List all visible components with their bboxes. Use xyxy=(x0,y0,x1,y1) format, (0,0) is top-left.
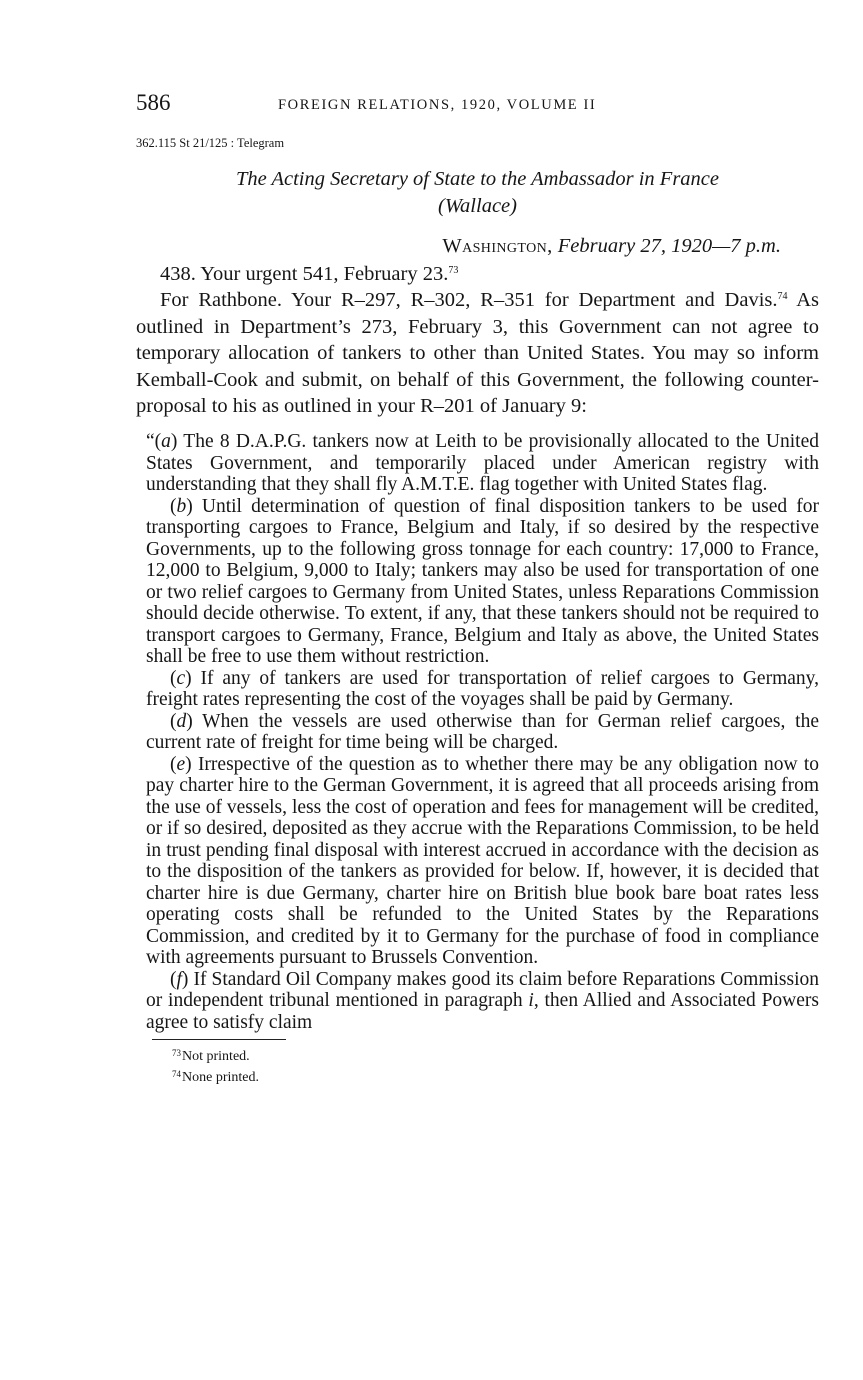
proposal-item-e: (e) Irrespective of the question as to whether there may be any obligation now to pay charter hire to the German Government, it is agreed that all proceeds arising from the use of vessels, less the cost of operation and fees for management will be credited, or if so desired, deposited as they accrue with the Reparations Commission, to be held in trust pending final disposal with interest accrued in accordance with the decision as to the disposition of the tankers as provided for below. If, however, it is decided that charter hire is due Germany, charter hire on British blue book bare boat rates less operating costs shall be refunded to the United States by the Reparations Commission, and credited by it to Germany for the purchase of food in compliance with agreements pursuant to Brussels Convention. xyxy=(146,753,819,969)
proposal-item-b: (b) Until determination of question of final disposition tankers to be used for transporting cargoes to France, Belgium and Italy, if so desired by the respective Governments, up to the following gross tonnage for each country: 17,000 to France, 12,000 to Belgium, 9,000 to Italy; tankers may also be used for transportation of one or two relief cargoes to Germany from United States, unless Reparations Commission should decide otherwise. To extent, if any, that these tankers should not be required to transport cargoes to Germany, France, Belgium and Italy as above, the United States shall be free to use them without restriction. xyxy=(146,495,819,668)
proposal-item-d: (d) When the vessels are used otherwise than for German relief cargoes, the current rate of freight for time being will be charged. xyxy=(146,710,819,754)
footnotes xyxy=(172,1045,819,1086)
item-letter: f xyxy=(176,968,182,990)
paragraph-rathbone xyxy=(136,287,819,419)
quote-open: “( xyxy=(146,431,162,453)
footnote-divider xyxy=(152,1039,286,1040)
item-letter: d xyxy=(176,710,187,732)
footnote-74 xyxy=(172,1066,819,1087)
item-text: , then Allied and Associated Powers agree to satisfy claim xyxy=(146,990,819,1033)
item-letter: c xyxy=(176,667,186,689)
item-text: ) Irrespective of the question as to whether there may be any obligation now to pay charter hire to the German Government, it is agreed that all proceeds arising from the use of vessels, less the cost of operation and fees for management will be credited, or if so desired, deposited as they accrue with the Reparations Commission, to be held in trust pending final disposal with interest accrued in accordance with the decision as to the disposition of the tankers as provided for below. If, however, it is decided that charter hire is due Germany, charter hire on British blue book bare boat rates less operating costs shall be refunded to the United States by the Reparations Commission, and credited by it to Germany for the purchase of food in compliance with agreements pursuant to Brussels Convention. xyxy=(146,753,819,969)
counter-proposal xyxy=(136,431,819,1033)
telegram-body xyxy=(136,261,819,419)
item-letter: a xyxy=(161,431,171,453)
footnote-ref-73: 73 xyxy=(448,265,459,276)
footnote-mark: 74 xyxy=(172,1068,181,1079)
footnote-text: None printed. xyxy=(182,1069,259,1085)
running-head xyxy=(136,90,819,120)
proposal-item-c: (c) If any of tankers are used for transportation of relief cargoes to Germany, freight rates representing the cost of the voyages shall be paid by Germany. xyxy=(146,667,819,711)
paragraph-ref: i xyxy=(528,990,534,1012)
dateline-place: Washington, xyxy=(442,235,553,257)
footnote-mark: 73 xyxy=(172,1048,181,1059)
paragraph-text: As outlined in Department’s 273, February 3, this Government can not agree to temporary allocation of tankers to other than United States. You may so inform Kemball-Cook and submit, on behalf of this Government, the following counter-proposal to his as outlined in your R–201 of January 9: xyxy=(136,289,819,418)
page-number: 586 xyxy=(136,90,171,115)
item-letter: b xyxy=(176,495,187,517)
proposal-item-f: (f) If Standard Oil Company makes good its claim before Reparations Commission or independent tribunal mentioned in paragraph i, then Allied and Associated Powers agree to satisfy claim xyxy=(146,968,819,1033)
document-title xyxy=(136,166,819,220)
item-text: ) If Standard Oil Company makes good its claim before Reparations Commission or independent tribunal mentioned in paragraph xyxy=(146,968,819,1012)
file-reference: 362.115 St 21/125 : Telegram xyxy=(136,136,285,150)
item-text: ) When the vessels are used otherwise than for German relief cargoes, the current rate of freight for time being will be charged. xyxy=(146,710,819,754)
paragraph-text: 438. Your urgent 541, February 23. xyxy=(160,263,449,285)
footnote-73 xyxy=(172,1045,819,1066)
document-page xyxy=(136,90,819,1086)
volume-title: FOREIGN RELATIONS, 1920, VOLUME II xyxy=(278,97,597,113)
paragraph-text: For Rathbone. Your R–297, R–302, R–351 for Department and Davis. xyxy=(160,289,778,312)
item-text: ) If any of tankers are used for transportation of relief cargoes to Germany, freight rates representing the cost of the voyages shall be paid by Germany. xyxy=(146,667,819,711)
item-text: ) Until determination of question of final disposition tankers to be used for transporting cargoes to France, Belgium and Italy, if so desired by the respective Governments, up to the following gross tonnage for each country: 17,000 to France, 12,000 to Belgium, 9,000 to Italy; tankers may also be used for transportation of one or two relief cargoes to Germany from United States, unless Reparations Commission should decide otherwise. To extent, if any, that these tankers should not be required to transport cargoes to Germany, France, Belgium and Italy as above, the United States shall be free to use them without restriction. xyxy=(146,495,819,668)
footnote-ref-74: 74 xyxy=(777,291,788,303)
item-text: ) The 8 D.A.P.G. tankers now at Leith to be provisionally allocated to the United States Government, and temporarily placed under American registry with understanding that they shall fly A.M.T.E. flag together with United States flag. xyxy=(146,431,819,496)
footnote-text: Not printed. xyxy=(182,1049,250,1065)
item-letter: e xyxy=(176,753,186,775)
dateline-date: February 27, 1920—7 p.m. xyxy=(557,235,781,257)
document-title-line-1: The Acting Secretary of State to the Ambassador in France xyxy=(235,168,719,190)
paragraph-438 xyxy=(136,261,819,287)
document-title-line-2: (Wallace) xyxy=(438,195,517,217)
proposal-item-a xyxy=(146,431,819,496)
dateline xyxy=(136,234,819,258)
